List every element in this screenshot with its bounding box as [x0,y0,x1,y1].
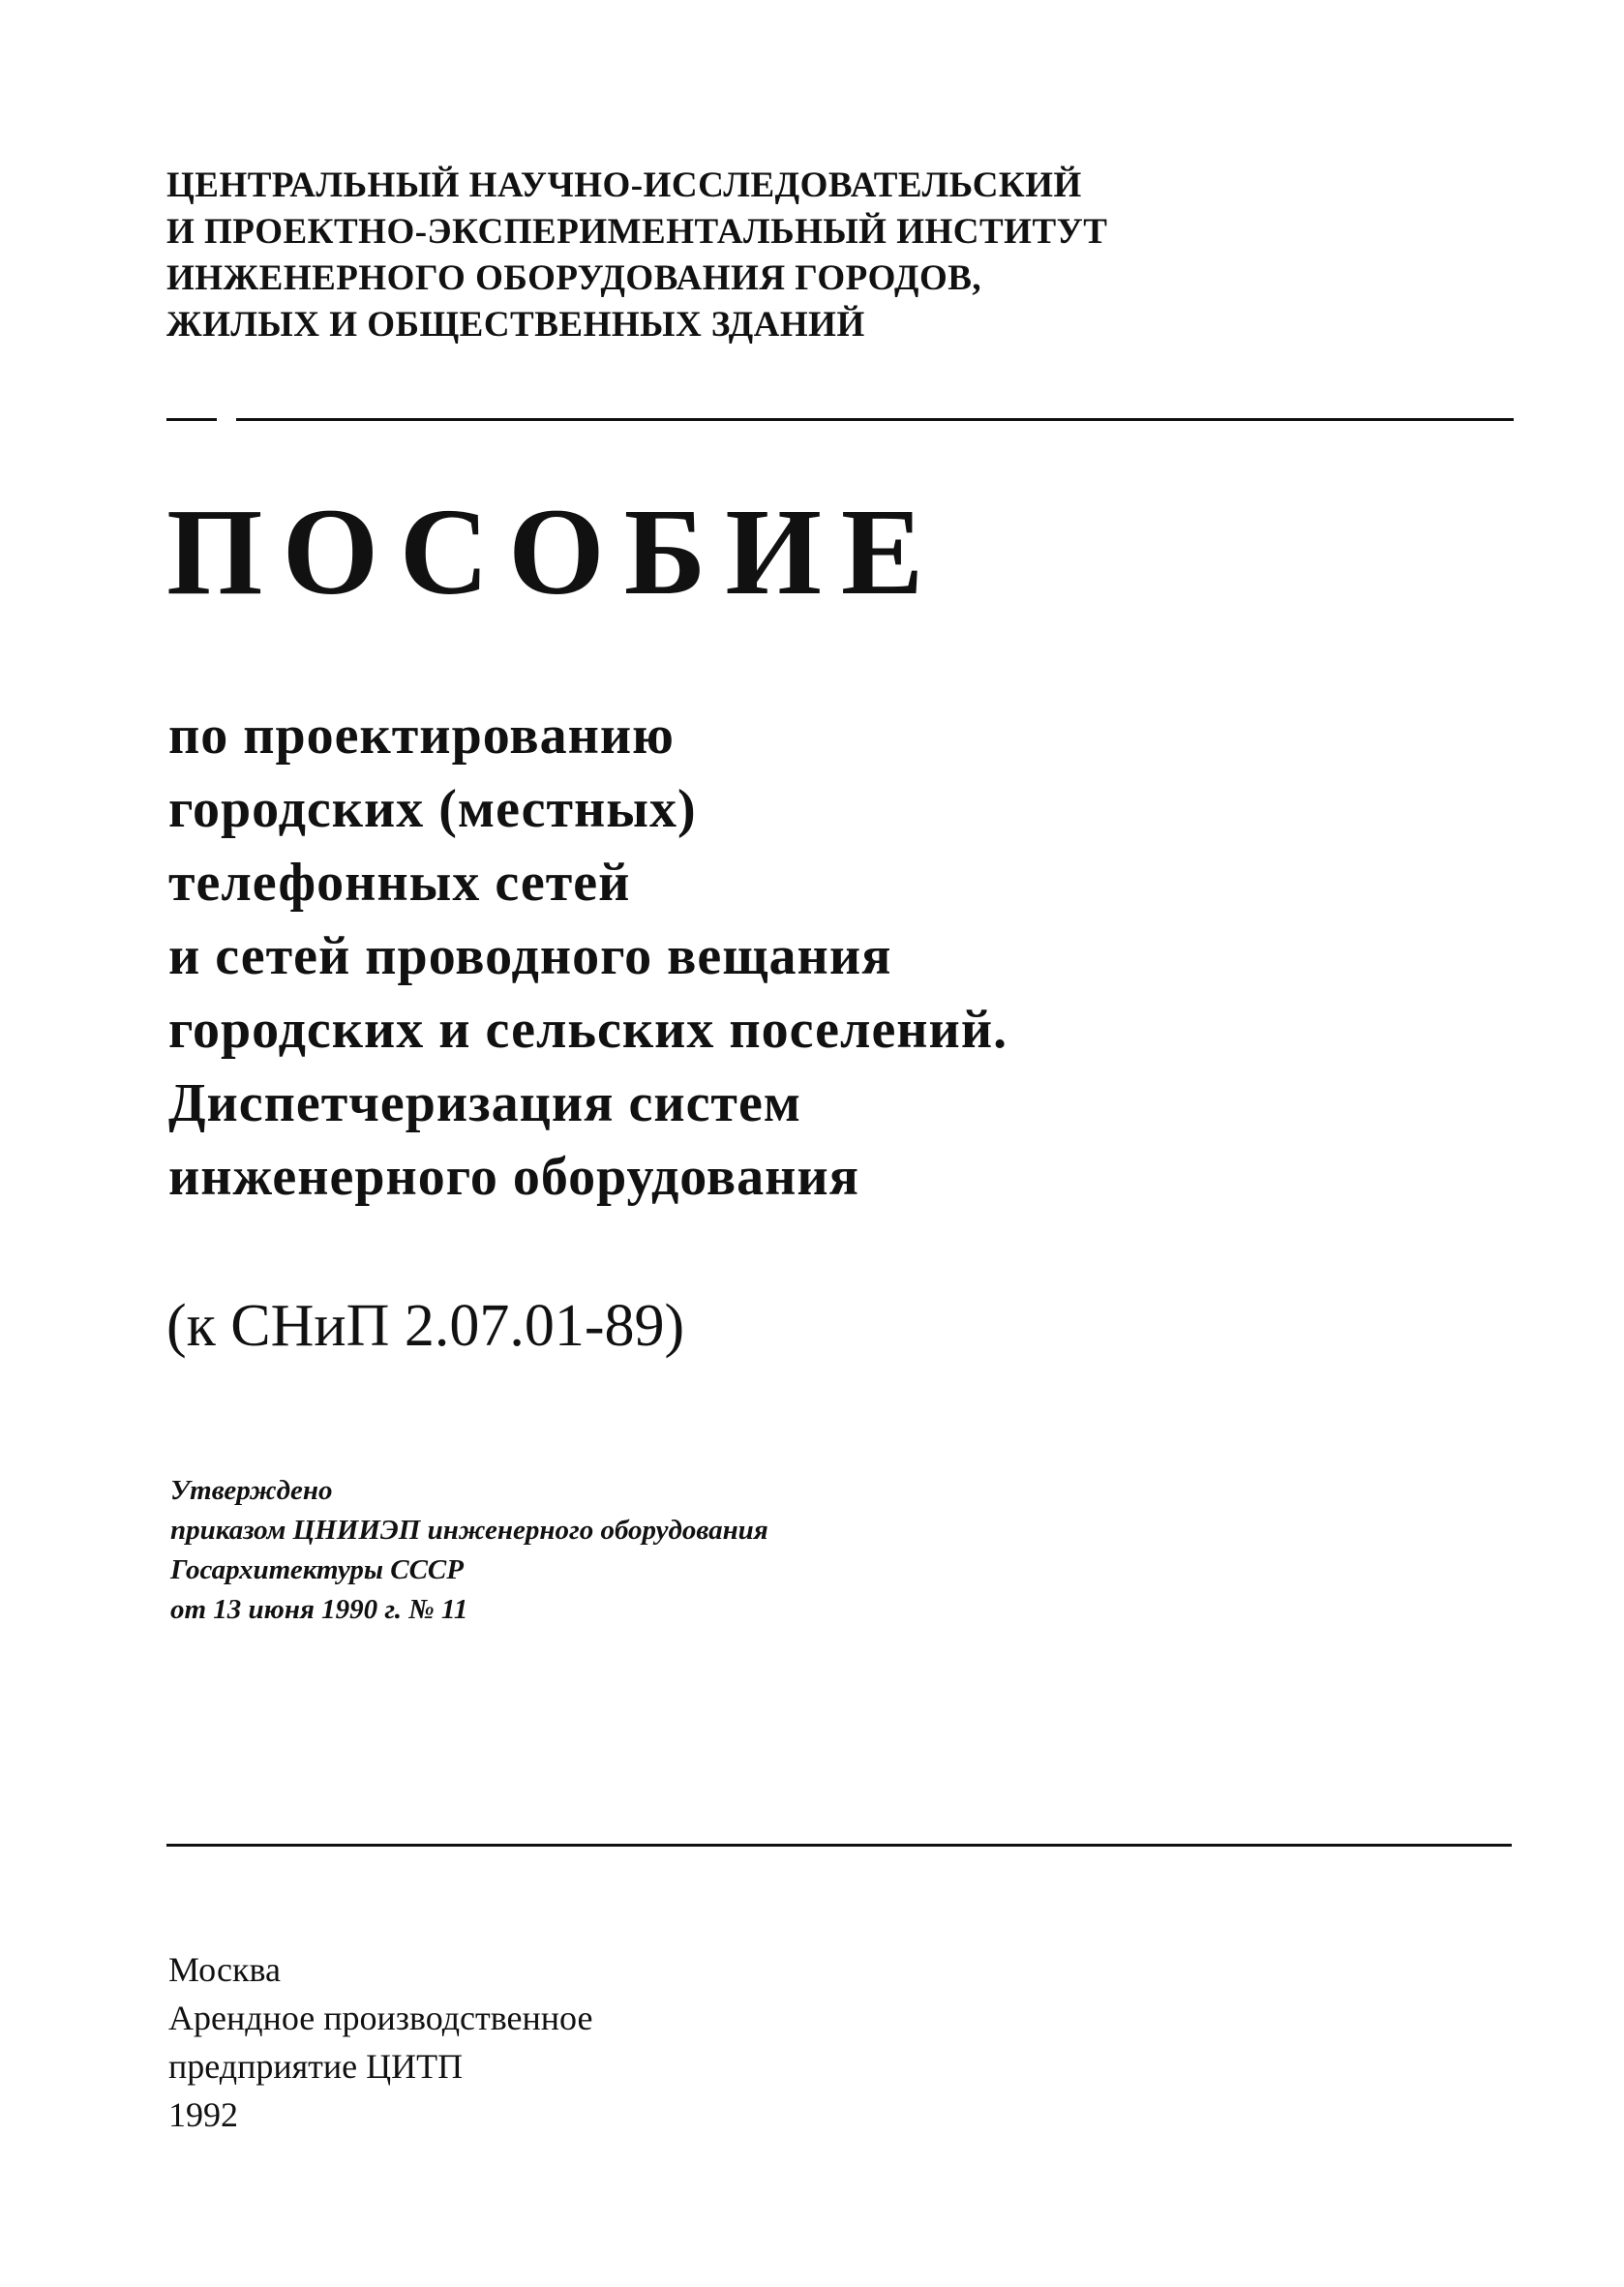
publisher-block [168,1945,1136,2139]
subtitle-line: телефонных сетей [168,853,631,913]
approval-line: Утверждено [170,1475,333,1506]
approval-line: от 13 июня 1990 г. № 11 [170,1594,468,1625]
approval-line: приказом ЦНИИЭП инженерного оборудования [170,1515,768,1546]
top-divider [166,418,1514,421]
subtitle-line: инженерного оборудования [168,1147,859,1207]
subtitle-line: по проектированию [168,706,675,766]
subtitle-line: Диспетчеризация систем [168,1073,801,1133]
publisher-name: Арендное производственное [168,1999,593,2037]
institute-line: ИНЖЕНЕРНОГО ОБОРУДОВАНИЯ ГОРОДОВ, [166,258,982,298]
bottom-divider [166,1844,1512,1847]
publisher-city: Москва [168,1950,281,1989]
approval-block [170,1471,1429,1630]
institute-line: И ПРОЕКТНО-ЭКСПЕРИМЕНТАЛЬНЫЙ ИНСТИТУТ [166,212,1108,252]
top-divider-line [236,418,1514,421]
approval-line: Госархитектуры СССР [170,1554,464,1585]
institute-line: ЦЕНТРАЛЬНЫЙ НАУЧНО-ИССЛЕДОВАТЕЛЬСКИЙ [166,166,1082,205]
document-title: ПОСОБИЕ [166,483,944,620]
institute-name [166,163,1502,348]
publisher-name: предприятие ЦИТП [168,2047,464,2086]
institute-line: ЖИЛЫХ И ОБЩЕСТВЕННЫХ ЗДАНИЙ [166,305,865,345]
document-subtitle [168,699,1504,1214]
subtitle-line: городских и сельских поселений. [168,1000,1008,1060]
publication-year: 1992 [168,2095,238,2134]
subtitle-line: городских (местных) [168,779,697,839]
subtitle-line: и сетей проводного вещания [168,926,892,986]
snip-reference: (к СНиП 2.07.01-89) [166,1293,685,1359]
top-divider-dash [166,418,217,421]
